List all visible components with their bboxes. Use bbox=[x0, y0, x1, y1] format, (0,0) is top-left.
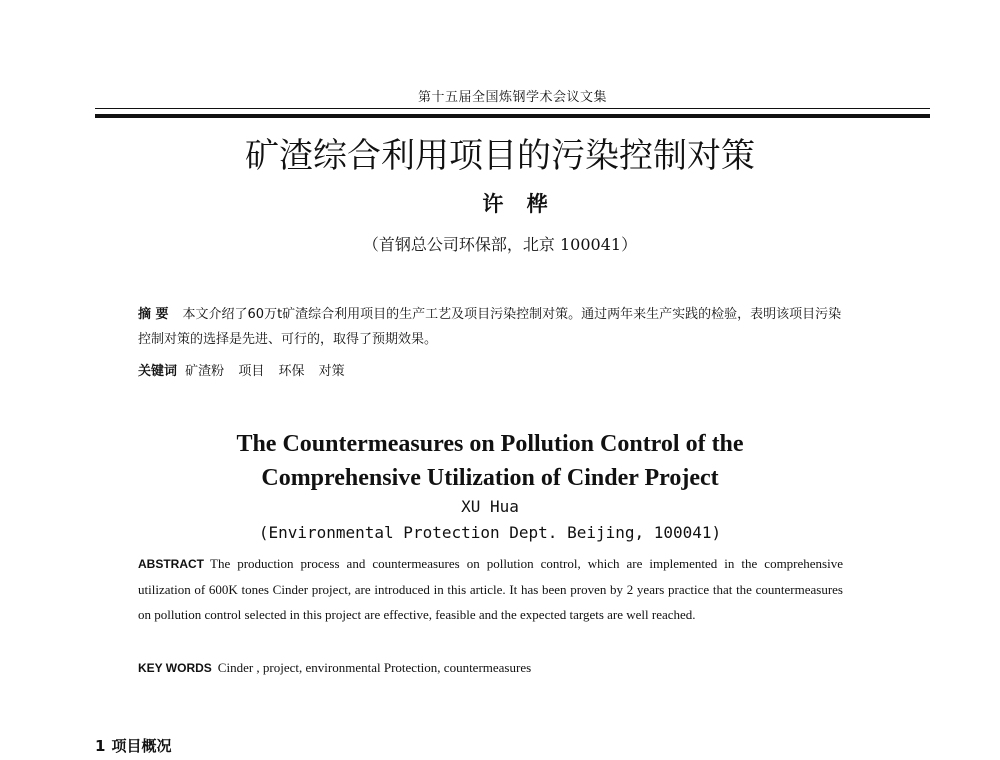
chinese-abstract-text: 本文介绍了60万t矿渣综合利用项目的生产工艺及项目污染控制对策。通过两年来生产实践的检验，表明该项目污染控制对策的选择是先进、可行的，取得了预期效果。 bbox=[138, 307, 842, 347]
chinese-keywords bbox=[138, 360, 853, 379]
chinese-keyword: 对策 bbox=[318, 364, 345, 379]
chinese-abstract-label: 摘 要 bbox=[138, 307, 169, 322]
chinese-affiliation: （首钢总公司环保部，北京 100041） bbox=[362, 235, 638, 254]
section-heading bbox=[95, 735, 171, 756]
chinese-title: 矿渣综合利用项目的污染控制对策 bbox=[245, 136, 755, 176]
english-abstract-text: The production process and countermeasures on pollution control, which are implemented in the comprehensive utilization of 600K tones Cinder project, are introduced in this article. It has been proven by 2 years practice that the countermeasures on pollution control selected in this project are effective, feasible and the expected targets are well reached. bbox=[138, 556, 843, 622]
chinese-keywords-label: 关键词 bbox=[138, 364, 178, 379]
section-number: 1 bbox=[95, 737, 106, 755]
journal-header: 第十五届全国炼钢学术会议文集 bbox=[417, 90, 607, 105]
english-keywords bbox=[138, 660, 843, 676]
chinese-keyword: 矿渣粉 bbox=[185, 364, 225, 379]
header-rule-thick bbox=[95, 114, 930, 118]
english-abstract bbox=[138, 551, 843, 627]
english-abstract-label: ABSTRACT bbox=[138, 557, 204, 571]
english-title-line: Comprehensive Utilization of Cinder Project bbox=[261, 465, 719, 491]
english-title-line: The Countermeasures on Pollution Control of the bbox=[236, 431, 744, 457]
chinese-author: 许 桦 bbox=[482, 191, 556, 216]
english-affiliation: (Environmental Protection Dept. Beijing, 100041) bbox=[258, 523, 722, 542]
header-rule-thin bbox=[95, 108, 930, 109]
english-title bbox=[0, 427, 980, 495]
section-title: 项目概况 bbox=[111, 737, 172, 755]
chinese-abstract bbox=[138, 302, 853, 352]
english-keywords-text: Cinder , project, environmental Protection, countermeasures bbox=[217, 660, 532, 675]
chinese-keyword: 项目 bbox=[238, 364, 265, 379]
english-author: XU Hua bbox=[461, 497, 519, 516]
english-keywords-label: KEY WORDS bbox=[138, 661, 212, 675]
chinese-keyword: 环保 bbox=[278, 364, 305, 379]
